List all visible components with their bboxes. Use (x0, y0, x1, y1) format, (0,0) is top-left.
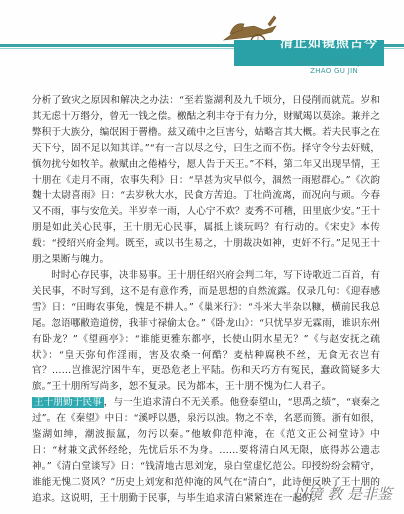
pinyin-subtitle-line1: QING ZHENG RU JING (293, 59, 374, 67)
pinyin-subtitle-line2: ZHAO GU JIN (310, 67, 358, 75)
paragraph-3-text: ，与一生追求清白不无关系。他登泰望山，“思禹之绩”，“衰秦之过”。在《秦望》中日：“溪呼以愚，泉污以浊。物之不幸，名恶而篑。浙有如很，鉴湖如绅，潮波振氲，勿污以秦。”他敏仰范仲淹，在《范文正公祠堂诗》中日：“材兼文武怀经纶，先忧后乐不为身。……要将清白风无限，底得苏公遗志神。”《清白堂谈写》日：“钱清地古思刘宠，泉白堂虚忆范公。印授纷纷会精守，谁能无愧二贤风？”历史上刘宠和范仲淹的风气在“清白”，此诗便反映了王十朋的追求。这说明，王十朋勤于民事，与毕生追求清白紧紧连在一起的。 (32, 397, 380, 504)
paragraph-2: 时时心存民事，决非易事。王十朋任绍兴府会判二年，写下诗歌近二百首，有关民事，不时写到，这不是有意作秀，而是思想的自然流露。仅录几句：《迎春感雪》日：“田晦农事兔，愧是不耕人。”《巢米行》：“斗米大半杂以糠，横前民我总尾。忽语哪敝造道傍，我菲寸禄偷太仓。”《卧龙山》：“只忧旱岁无霖雨，谁识东州有卧龙？”《望画亭》：“谁能更雅东都亭，长使山阴水星无？”《与赵安抚之疏状》：“皇天弥旬作淫雨，害及农桑一何酷？麦枯种腐秧不丝，无食无衣岂有官？……岂推泥泞困牛车，更恐危老上平陆。伤和天巧方有冤民，蠢政简疑多大旅。”王十朋所写尚多，恕不复录。民为都本，王十朋不愧为仁人君子。 (32, 269, 380, 393)
paragraph-1: 分析了致灾之原因和解决之办法：“至若鉴湖利及九千顷分，日侵削而就荒。岁和其无虑十万缗分，曾无一钱之偿。檄酤之利丰夺于有力分，财赋竭以莫涂。兼并之弊积于大族分，编氓困于罾橹。兹又疏中之巨害兮，姑略言其大概。若夫民事之在天下兮，固不足以知其详。”“有一言以尽之兮，曰生之而不伤。择守令兮去奸贼，慎勿扰兮如牧羊。赦赋由之倦椿兮，愿人告于天王。”不料，第二年又出现旱情，王十朋在《走月不雨，农事失利》日：“旱甚为灾早似今，涸然一雨慰群心。”《次韵魏十太尉喜雨》日：“去岁秋大水，民食方苦迫。丁壮尚流离，而况向与顽。今春又不雨，事与安危关。半岁幸一雨，人心宁不欢？麦秀不可稽，田里底少安。”王十朋是如此关心民事，王十朋无心民事，属抵上谈玩吗？有行动的。《宋史》本传载：“授绍兴府金判。既至，或以书生易之，十朋裁决如神，吏奸不行。”足见王十朋之果断与魄力。 (32, 95, 380, 266)
page-header (0, 0, 404, 78)
watermark-text: 以镜 教 是非鉴 (292, 485, 392, 503)
watermark (278, 480, 398, 510)
article-body (32, 93, 380, 507)
highlighted-phrase: 王十朋勤于民事 (34, 397, 102, 409)
page-title: 清正如镜照古今 (279, 36, 378, 51)
